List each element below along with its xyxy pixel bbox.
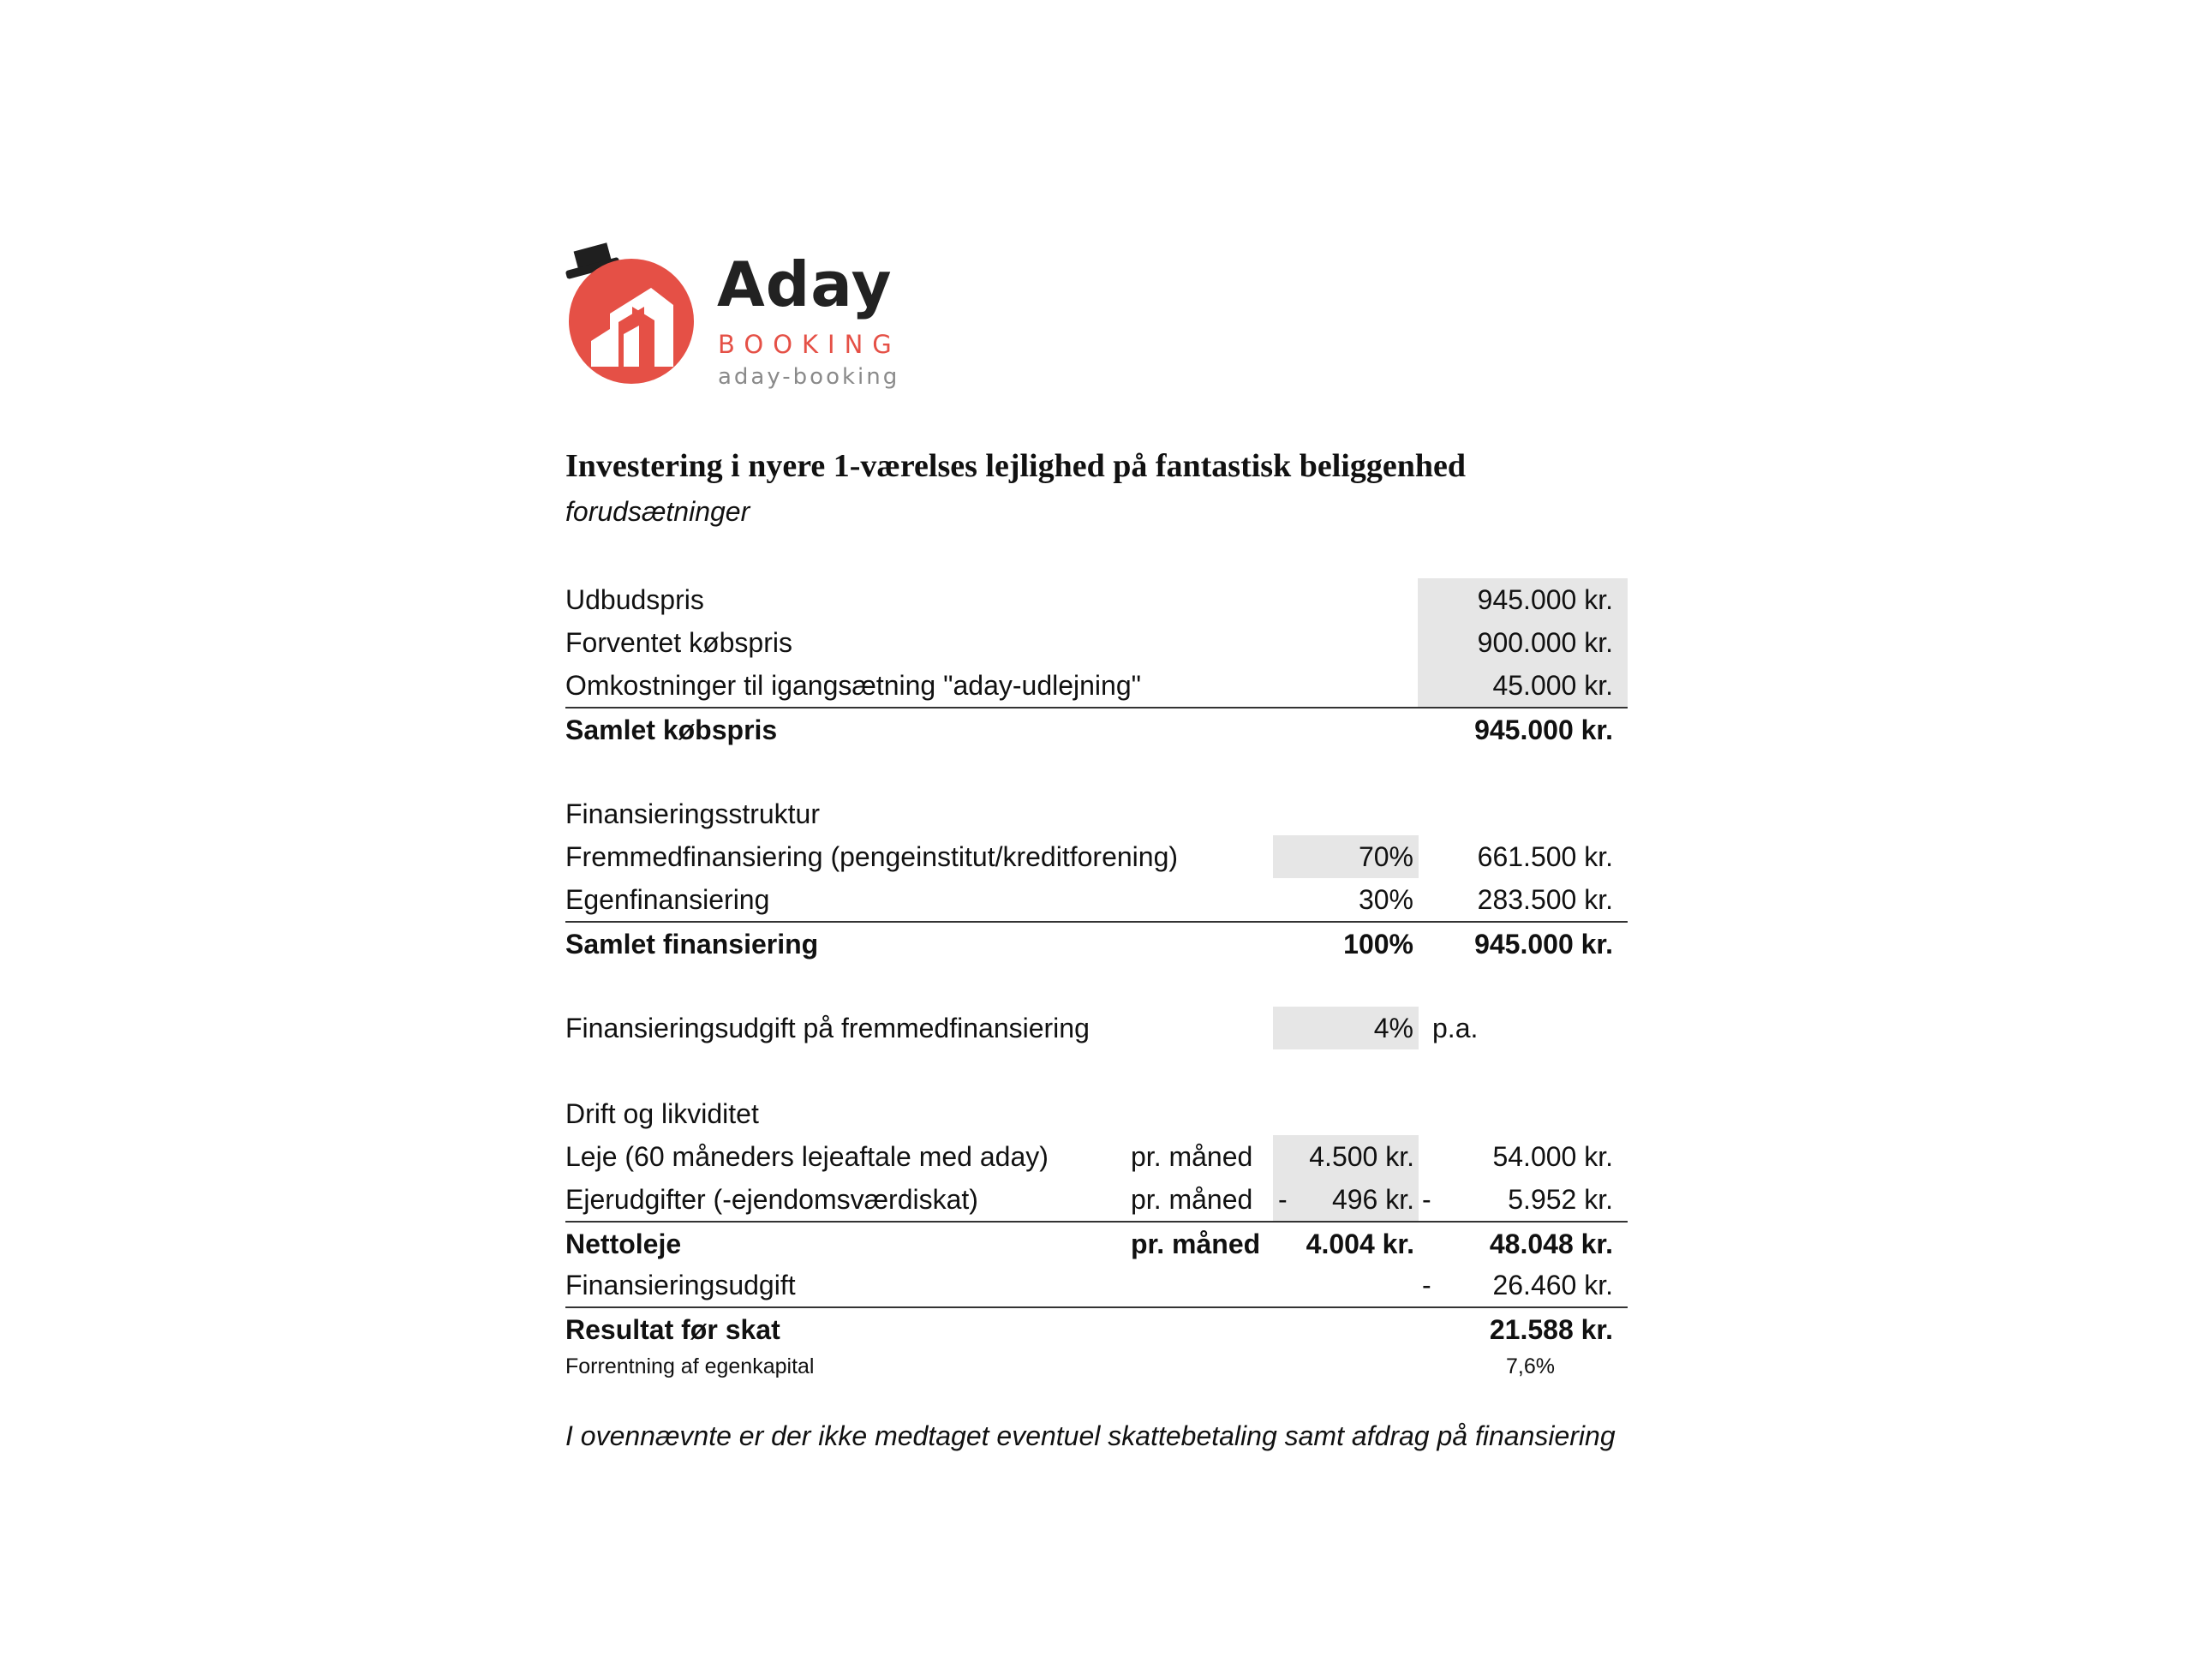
row-nettoleje [565,1221,1628,1265]
row-finansieringsstruktur-heading [565,792,1628,835]
samlet-finansiering-value: 945.000 kr. [1474,929,1613,960]
ejerudgifter-month-value: 496 kr. [1273,1178,1419,1221]
row-egenfinansiering [565,878,1628,921]
ejerudgifter-unit: pr. måned [1131,1184,1253,1215]
finansieringsudgift-minus: - [1422,1270,1431,1300]
ejerudgifter-label: Ejerudgifter (-ejendomsværdiskat) [565,1184,978,1215]
logo-booking-text: BOOKING [718,330,901,359]
udbudspris-value: 945.000 kr. [1418,578,1628,621]
row-fremmedfinansiering [565,835,1628,878]
forrentning-label: Forrentning af egenkapital [565,1354,815,1378]
samlet-finansiering-label: Samlet finansiering [565,929,819,960]
nettoleje-year-value: 48.048 kr. [1489,1229,1613,1259]
row-forventet-kobspris [565,621,1628,664]
row-ejerudgifter [565,1178,1628,1221]
row-finansieringsudgift-pct [565,1007,1628,1049]
omkostninger-value: 45.000 kr. [1418,664,1628,707]
house-logo-icon [565,238,711,392]
logo-wordmark: Aday [717,248,893,320]
finansieringsudgift-pct-value: 4% [1273,1007,1419,1049]
drift-heading: Drift og likviditet [565,1098,759,1129]
logo-handle: aday-booking [718,364,900,390]
ejerudgifter-year-value: 5.952 kr. [1508,1184,1613,1215]
nettoleje-unit: pr. måned [1131,1229,1261,1259]
egenfinansiering-value: 283.500 kr. [1477,884,1613,915]
leje-year-value: 54.000 kr. [1492,1141,1613,1172]
aday-booking-logo [565,238,925,392]
row-samlet-kobspris [565,707,1628,751]
ejerudgifter-year-minus: - [1422,1184,1431,1215]
samlet-kobspris-label: Samlet købspris [565,714,778,745]
leje-label: Leje (60 måneders lejeaftale med aday) [565,1141,1049,1172]
leje-month-value: 4.500 kr. [1273,1135,1419,1178]
finansieringsudgift-pct-label: Finansieringsudgift på fremmedfinansiering [565,1013,1090,1043]
page-title: Investering i nyere 1-værelses lejlighed på fantastisk beliggenhed [565,448,1466,484]
egenfinansiering-pct: 30% [1358,884,1413,915]
row-finansieringsudgift [565,1264,1628,1306]
nettoleje-label: Nettoleje [565,1229,682,1259]
row-udbudspris [565,578,1628,621]
finansieringsudgift-unit: p.a. [1432,1013,1479,1043]
fremmedfinansiering-pct: 70% [1273,835,1419,878]
row-omkostninger [565,664,1628,707]
row-samlet-finansiering [565,921,1628,966]
fremmedfinansiering-value: 661.500 kr. [1477,841,1613,872]
samlet-finansiering-pct: 100% [1343,929,1413,960]
row-forrentning [565,1345,1628,1388]
footnote: I ovennævnte er der ikke medtaget eventuel skattebetaling samt afdrag på finansiering [565,1420,1616,1451]
finansieringsudgift-label: Finansieringsudgift [565,1270,796,1300]
omkostninger-label: Omkostninger til igangsætning "aday-udlejning" [565,670,1141,701]
udbudspris-label: Udbudspris [565,584,704,615]
forrentning-value: 7,6% [1506,1354,1555,1378]
resultat-value: 21.588 kr. [1489,1314,1613,1345]
nettoleje-month-value: 4.004 kr. [1306,1229,1414,1259]
fremmedfinansiering-label: Fremmedfinansiering (pengeinstitut/kreditforening) [565,841,1179,872]
ejerudgifter-month-minus: - [1278,1184,1288,1215]
samlet-kobspris-value: 945.000 kr. [1474,714,1613,745]
egenfinansiering-label: Egenfinansiering [565,884,770,915]
row-leje [565,1135,1628,1178]
finansieringsudgift-value: 26.460 kr. [1492,1270,1613,1300]
forventet-kobspris-label: Forventet købspris [565,627,792,658]
row-drift-heading [565,1092,1628,1135]
leje-unit: pr. måned [1131,1141,1253,1172]
forventet-kobspris-value: 900.000 kr. [1418,621,1628,664]
resultat-label: Resultat før skat [565,1314,780,1345]
finansieringsstruktur-heading: Finansieringsstruktur [565,798,820,829]
page-subtitle: forudsætninger [565,496,750,527]
